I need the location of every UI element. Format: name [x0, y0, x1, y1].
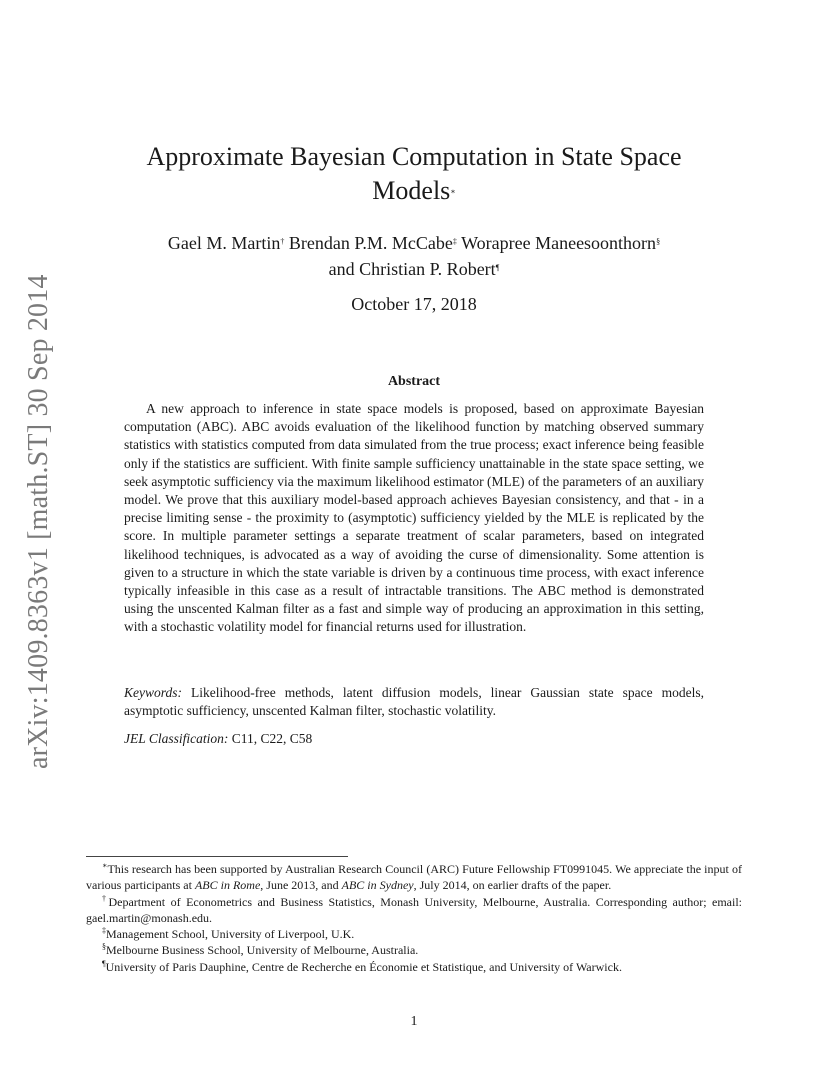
paper-title	[110, 140, 718, 208]
author-mccabe-mark: ‡	[452, 237, 457, 246]
abstract-heading: Abstract	[387, 374, 441, 389]
author-maneesoonthorn: Worapree Maneesoonthorn	[461, 233, 657, 253]
footnote-maneesoonthorn	[86, 942, 742, 958]
footnotes	[86, 861, 742, 975]
footnote-funding	[86, 861, 742, 894]
author-list	[110, 230, 718, 282]
footnote-mccabe-text: Management School, University of Liverpool, U.K.	[106, 927, 355, 942]
author-martin-mark: †	[280, 237, 285, 246]
page-number: 1	[410, 1014, 418, 1029]
jel-label: JEL Classification:	[124, 731, 229, 746]
footnote-maneesoonthorn-text: Melbourne Business School, University of Melbourne, Australia.	[106, 943, 419, 958]
footnote-robert-mark: ¶	[102, 958, 106, 968]
footnote-mccabe	[86, 926, 742, 942]
jel-codes: C11, C22, C58	[231, 731, 313, 746]
keywords-label: Keywords:	[124, 685, 182, 700]
footnote-martin-mark: †	[102, 893, 109, 903]
footnote-maneesoonthorn-mark: §	[102, 942, 106, 952]
footnote-funding-text: This research has been supported by Australian Research Council (ARC) Future Fellowship FT0991045. We appreciate the input of various participants at	[86, 862, 742, 893]
footnote-abc-rome: ABC in Rome	[194, 878, 261, 893]
footnote-robert-text: University of Paris Dauphine, Centre de Recherche en Économie et Statistique, and University of Warwick.	[105, 959, 622, 974]
footnote-rule	[86, 856, 348, 857]
footnote-funding-text-2: , June 2013, and	[260, 878, 339, 893]
title-footnote-mark: ∗	[450, 187, 456, 196]
keywords	[124, 684, 704, 720]
author-mccabe: Brendan P.M. McCabe	[288, 233, 453, 253]
author-maneesoonthorn-mark: §	[656, 237, 661, 246]
author-robert: Christian P. Robert	[359, 259, 496, 279]
footnote-robert	[86, 959, 742, 975]
author-connector: and	[328, 259, 355, 279]
footnote-martin-text: Department of Econometrics and Business Statistics, Monash University, Melbourne, Australia. Corresponding author; email: gael.martin@monash.edu.	[86, 894, 743, 925]
author-robert-mark: ¶	[495, 263, 500, 272]
abstract-body: A new approach to inference in state space models is proposed, based on approximate Bayesian computation (ABC). ABC avoids evaluation of the likelihood function by matching observed summary statistics with statistics computed from data simulated from the true process; exact inference being feasible only if the statistics are sufficient. With finite sample sufficiency unattainable in the state space setting, we seek asymptotic sufficiency via the maximum likelihood estimator (MLE) of the parameters of an auxiliary model. We prove that this auxiliary model-based approach achieves Bayesian consistency, and that - in a precise limiting sense - the proximity to (asymptotic) sufficiency yielded by the MLE is replicated by the score. In multiple parameter settings a separate treatment of scalar parameters, based on integrated likelihood techniques, is advocated as a way of avoiding the curse of dimensionality. Some attention is given to a structure in which the state variable is driven by a continuous time process, with exact inference typically infeasible in this case as a result of intractable transitions. The ABC method is demonstrated using the unscented Kalman filter as a fast and simple way of producing an approximation in this setting, with a stochastic volatility model for financial returns used for illustration.	[124, 401, 704, 635]
title-line-2: Models	[372, 176, 451, 205]
footnote-funding-mark: ∗	[102, 861, 108, 870]
footnote-abc-sydney: ABC in Sydney	[341, 878, 414, 893]
footnote-funding-text-3: , July 2014, on earlier drafts of the paper.	[413, 878, 612, 893]
author-martin: Gael M. Martin	[167, 233, 281, 253]
keywords-text: Likelihood-free methods, latent diffusion models, linear Gaussian state space models, asymptotic sufficiency, unscented Kalman filter, stochastic volatility.	[124, 685, 704, 719]
footnote-martin	[86, 894, 742, 927]
title-line-1: Approximate Bayesian Computation in State Space	[146, 142, 682, 171]
arxiv-identifier: arXiv:1409.8363v1 [math.ST] 30 Sep 2014	[23, 274, 54, 769]
paper-date: October 17, 2018	[351, 294, 477, 314]
jel-classification	[124, 730, 704, 748]
footnote-mccabe-mark: ‡	[102, 926, 106, 936]
